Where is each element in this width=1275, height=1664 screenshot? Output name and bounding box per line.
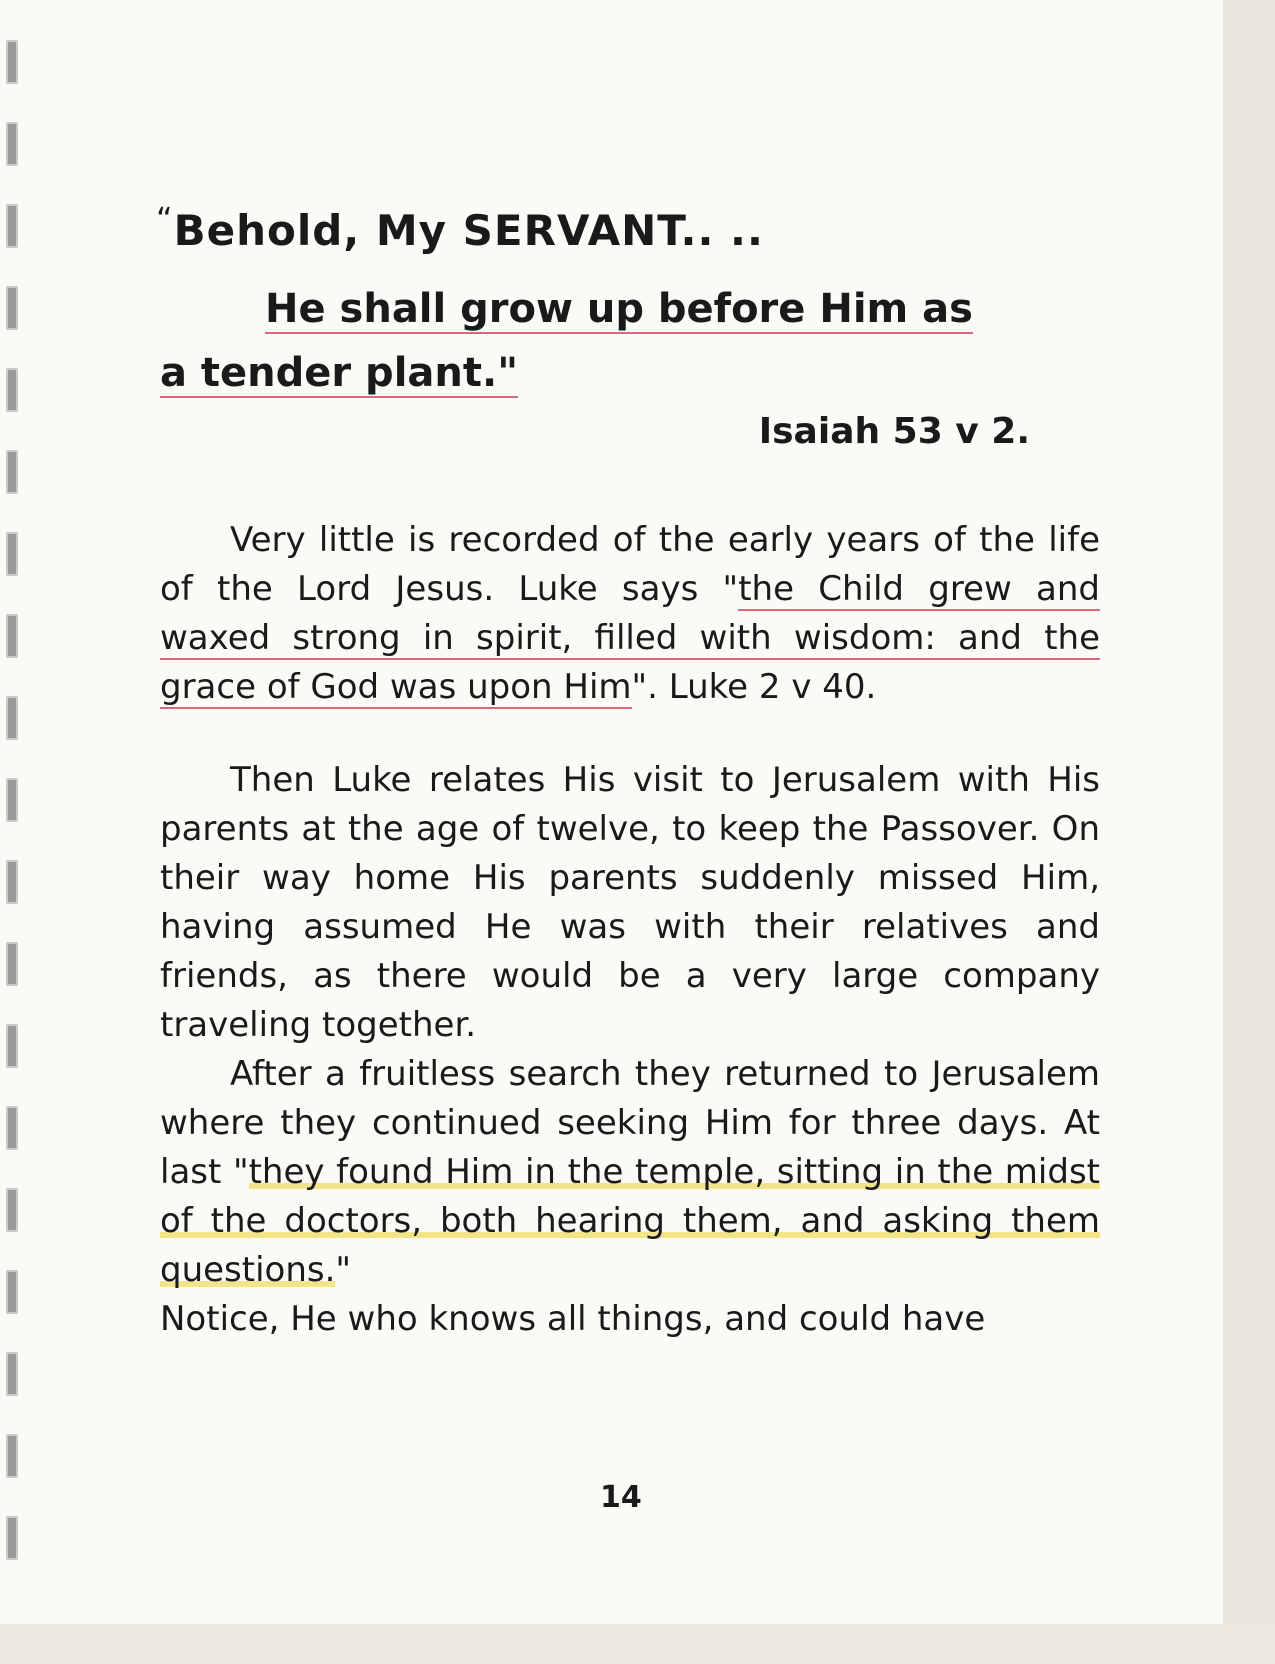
binding-hole — [6, 122, 18, 166]
paragraph-jerusalem-visit: Then Luke relates His visit to Jerusalem with His parents at the age of twelve, to keep the Passover. On their way home His parents suddenly missed Him, having assumed He was with their relatives and friends, as there would be a very large company traveling together. — [160, 760, 1100, 1045]
paragraph-notice: Notice, He who knows all things, and could have — [160, 1299, 986, 1339]
binding-hole — [6, 368, 18, 412]
p3-intro: After a fruitless search they returned to Jerusalem where they continued seeking Him for three days. At last " — [160, 1054, 1100, 1192]
p3-quote: they found Him in the temple, sitting in the midst of the doctors, both hearing them, and asking them questions. — [160, 1152, 1100, 1290]
binding-hole — [6, 1188, 18, 1232]
open-quote-mark: “ — [156, 200, 174, 238]
p1-intro: Very little is recorded of the early years of the life of the Lord Jesus. Luke says " — [160, 520, 1100, 609]
p1-end: ". Luke 2 v 40. — [631, 667, 877, 707]
page-number: 14 — [600, 1480, 642, 1515]
verse-reference: Isaiah 53 v 2. — [758, 411, 1030, 452]
binding-hole — [6, 860, 18, 904]
binding-hole — [6, 1352, 18, 1396]
binding-hole — [6, 1024, 18, 1068]
paragraph-search — [160, 1050, 1100, 1295]
binding-hole — [6, 778, 18, 822]
binding-hole — [6, 204, 18, 248]
title-text: Behold, My SERVANT.. .. — [173, 206, 764, 255]
binding-hole — [6, 614, 18, 658]
p1-quote: the Child grew and waxed strong in spirit, filled with wisdom: and the grace of God was upon Him — [160, 569, 1100, 707]
paragraph-early-years — [160, 516, 1100, 712]
page-title — [156, 200, 1100, 255]
binding-hole — [6, 1270, 18, 1314]
verse-line-2: a tender plant." — [160, 350, 519, 396]
binding-hole — [6, 40, 18, 84]
scripture-verse — [160, 277, 1100, 405]
binding-hole — [6, 1434, 18, 1478]
binding-hole — [6, 696, 18, 740]
binding-hole — [6, 286, 18, 330]
page-edge-bottom — [0, 1624, 1275, 1664]
page-content — [156, 200, 1100, 1344]
verse-line-1: He shall grow up before Him as — [265, 286, 973, 332]
page-edge-right — [1223, 0, 1275, 1664]
binding-hole — [6, 532, 18, 576]
binding-hole — [6, 450, 18, 494]
p3-close: " — [335, 1250, 352, 1290]
binding-hole — [6, 1516, 18, 1560]
spiral-binding — [6, 0, 24, 1664]
binding-hole — [6, 1106, 18, 1150]
binding-hole — [6, 942, 18, 986]
